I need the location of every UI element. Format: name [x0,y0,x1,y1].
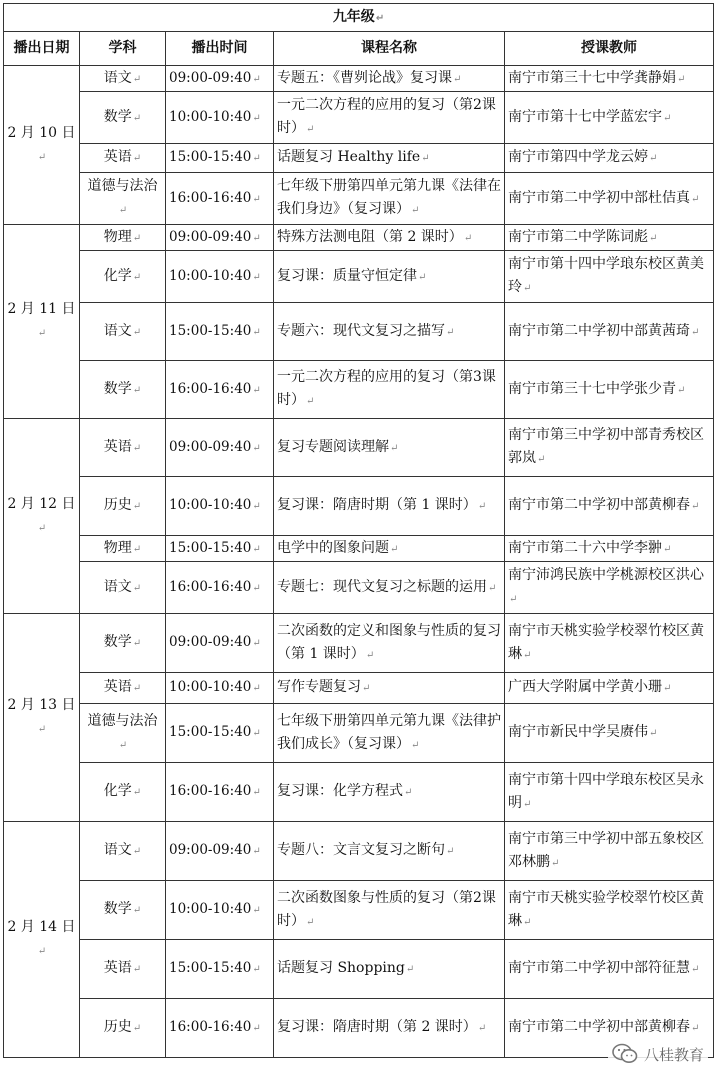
table-row [4,940,714,999]
time-cell: 10:00-10:40↵ [166,477,274,536]
table-row [4,477,714,536]
teacher-cell: 南宁市天桃实验学校翠竹校区黄琳↵ [505,881,714,940]
time-cell: 15:00-15:40↵ [166,940,274,999]
table-row [4,562,714,614]
table-row [4,251,714,303]
wechat-icon [612,1043,638,1065]
teacher-cell: 南宁市第二中学初中部杜佶真↵ [505,173,714,225]
table-row [4,225,714,251]
broadcast-date-cell: 2 月 10 日↵ [4,66,80,225]
time-cell: 09:00-09:40↵ [166,614,274,673]
teacher-cell: 南宁市第十四中学琅东校区黄美玲↵ [505,251,714,303]
subject-cell: 数学↵ [80,881,166,940]
table-row [4,536,714,562]
subject-cell: 数学↵ [80,361,166,419]
course-cell: 复习课：隋唐时期（第 1 课时）↵ [274,477,505,536]
watermark-text: 八桂教育 [643,1045,704,1064]
time-cell: 15:00-15:40↵ [166,303,274,361]
teacher-cell: 南宁沛鸿民族中学桃源校区洪心↵ [505,562,714,614]
broadcast-date-cell: 2 月 14 日↵ [4,822,80,1058]
subject-cell: 语文↵ [80,303,166,361]
teacher-cell: 南宁市第十四中学琅东校区吴永明↵ [505,763,714,822]
teacher-cell: 南宁市第十七中学蓝宏宇↵ [505,92,714,144]
subject-cell: 英语↵ [80,940,166,999]
time-cell: 16:00-16:40↵ [166,361,274,419]
time-cell: 16:00-16:40↵ [166,562,274,614]
teacher-cell: 南宁市第二中学初中部黄柳春↵ [505,477,714,536]
table-row [4,173,714,225]
course-cell: 复习课：质量守恒定律↵ [274,251,505,303]
time-cell: 15:00-15:40↵ [166,144,274,173]
teacher-cell: 南宁市新民中学吴赓伟↵ [505,704,714,763]
table-row [4,144,714,173]
course-cell: 二次函数图象与性质的复习（第2课时）↵ [274,881,505,940]
course-cell: 复习课：隋唐时期（第 2 课时）↵ [274,999,505,1058]
subject-cell: 道德与法治↵ [80,704,166,763]
grade-header-row [4,4,714,32]
subject-cell: 语文↵ [80,66,166,92]
teacher-cell: 南宁市第三十七中学张少青↵ [505,361,714,419]
course-cell: 专题六：现代文复习之描写↵ [274,303,505,361]
table-row [4,361,714,419]
table-row [4,303,714,361]
teacher-cell: 南宁市第三十七中学龚静娟↵ [505,66,714,92]
teacher-cell: 南宁市第二中学陈词彪↵ [505,225,714,251]
course-cell: 二次函数的定义和图象与性质的复习（第 1 课时）↵ [274,614,505,673]
teacher-cell: 南宁市第二中学初中部黄茜琦↵ [505,303,714,361]
table-row [4,704,714,763]
teacher-cell: 南宁市天桃实验学校翠竹校区黄琳↵ [505,614,714,673]
broadcast-date-cell: 2 月 11 日↵ [4,225,80,419]
subject-cell: 物理↵ [80,225,166,251]
teacher-cell: 南宁市第三中学初中部五象校区邓林鹏↵ [505,822,714,881]
course-cell: 写作专题复习↵ [274,673,505,704]
time-cell: 15:00-15:40↵ [166,536,274,562]
column-header-subject: 学科 [80,32,166,66]
schedule-body [4,66,714,1058]
time-cell: 09:00-09:40↵ [166,419,274,477]
subject-cell: 数学↵ [80,614,166,673]
teacher-cell: 南宁市第四中学龙云婷↵ [505,144,714,173]
table-row [4,66,714,92]
time-cell: 16:00-16:40↵ [166,763,274,822]
course-cell: 话题复习 Shopping↵ [274,940,505,999]
subject-cell: 历史↵ [80,999,166,1058]
time-cell: 10:00-10:40↵ [166,673,274,704]
course-cell: 专题五：《曹刿论战》复习课↵ [274,66,505,92]
subject-cell: 英语↵ [80,419,166,477]
subject-cell: 物理↵ [80,536,166,562]
subject-cell: 英语↵ [80,144,166,173]
subject-cell: 数学↵ [80,92,166,144]
time-cell: 10:00-10:40↵ [166,881,274,940]
course-cell: 专题八：文言文复习之断句↵ [274,822,505,881]
time-cell: 10:00-10:40↵ [166,251,274,303]
subject-cell: 语文↵ [80,822,166,881]
teacher-cell: 南宁市第二中学初中部符征慧↵ [505,940,714,999]
course-cell: 复习课：化学方程式↵ [274,763,505,822]
subject-cell: 化学↵ [80,763,166,822]
column-header-row [4,32,714,66]
column-header-teacher: 授课教师 [505,32,714,66]
column-header-course: 课程名称 [274,32,505,66]
table-row [4,881,714,940]
teacher-cell: 广西大学附属中学黄小珊↵ [505,673,714,704]
course-cell: 话题复习 Healthy life↵ [274,144,505,173]
time-cell: 10:00-10:40↵ [166,92,274,144]
table-row [4,673,714,704]
subject-cell: 英语↵ [80,673,166,704]
time-cell: 09:00-09:40↵ [166,822,274,881]
course-cell: 七年级下册第四单元第九课《法律护我们成长》（复习课）↵ [274,704,505,763]
broadcast-date-cell: 2 月 13 日↵ [4,614,80,822]
time-cell: 16:00-16:40↵ [166,173,274,225]
column-header-date: 播出日期 [4,32,80,66]
time-cell: 15:00-15:40↵ [166,704,274,763]
course-cell: 电学中的图象问题↵ [274,536,505,562]
course-cell: 一元二次方程的应用的复习（第3课时）↵ [274,361,505,419]
table-row [4,614,714,673]
time-cell: 09:00-09:40↵ [166,66,274,92]
grade-title: 九年级↵ [4,4,714,32]
course-cell: 专题七：现代文复习之标题的运用↵ [274,562,505,614]
teacher-cell: 南宁市第三中学初中部青秀校区郭岚↵ [505,419,714,477]
teacher-cell: 南宁市第二十六中学李翀↵ [505,536,714,562]
teacher-cell: 南宁市第二中学初中部黄柳春↵ [505,999,714,1058]
course-cell: 复习专题阅读理解↵ [274,419,505,477]
schedule-table [3,3,714,1058]
time-cell: 16:00-16:40↵ [166,999,274,1058]
time-cell: 09:00-09:40↵ [166,225,274,251]
column-header-time: 播出时间 [166,32,274,66]
broadcast-date-cell: 2 月 12 日↵ [4,419,80,614]
table-row [4,763,714,822]
course-cell: 特殊方法测电阻（第 2 课时）↵ [274,225,505,251]
subject-cell: 历史↵ [80,477,166,536]
course-cell: 一元二次方程的应用的复习（第2课时）↵ [274,92,505,144]
table-row [4,822,714,881]
subject-cell: 道德与法治↵ [80,173,166,225]
table-row [4,419,714,477]
course-cell: 七年级下册第四单元第九课《法律在我们身边》（复习课）↵ [274,173,505,225]
subject-cell: 化学↵ [80,251,166,303]
watermark [608,1041,708,1067]
subject-cell: 语文↵ [80,562,166,614]
table-row [4,92,714,144]
